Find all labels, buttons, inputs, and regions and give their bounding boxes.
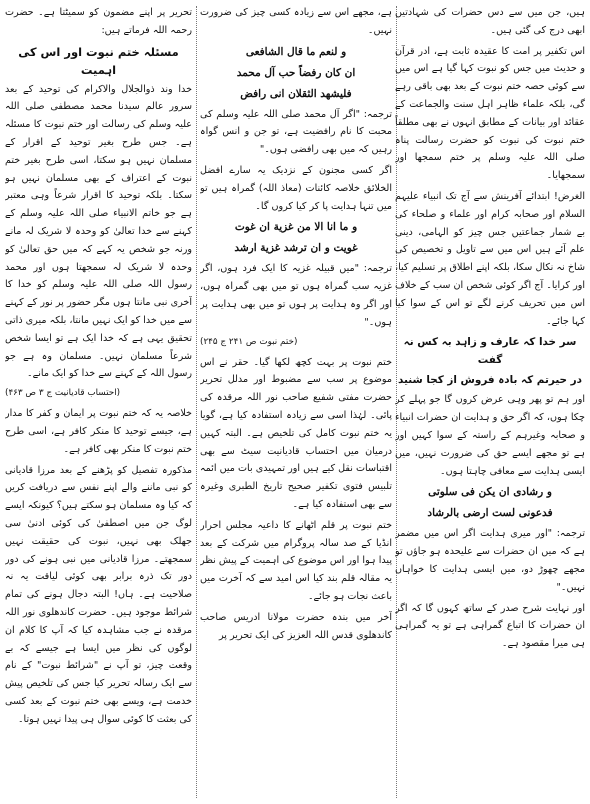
paragraph: ہیں، جن میں سے دس حضرات کی شہادتیں ابھی درج کی گئی ہیں۔ (395, 7, 585, 36)
middle-column (200, 4, 392, 800)
paragraph: ہے، مجھے اس سے زیادہ کسی چیز کی ضرورت نہیں۔ (200, 7, 392, 36)
right-column (395, 4, 585, 800)
citation (200, 335, 392, 350)
paragraph: الغرض! ابتدائے آفرینش سے آج تک انبیاء علیہم السلام اور صحابہ کرام اور علماء و صلحاء کی بے شمار جماعتیں جس چیز کو الہامی، دینی علم آئے ہیں اس میں سے تاویل و تخصیص کی شاخ نہ نکال سکا، بلکہ اپنے اطلاق پر تسلیم کیا، اور کرایا۔ آج اگر کوئی شخص ان سب کے خلاف اس میں تحریف کرنے لگے تو اس کے سوا کیا کہا جائے۔ (395, 190, 585, 327)
arabic-verse-line: غویت و ان ترشد غزیة ارشد (234, 242, 358, 255)
paragraph: اس تکفیر پر امت کا عقیدہ ثابت ہے، ادر قرآن و حدیث میں جس کو نبوت کہا گیا ہے اس میں سے کوئی حصہ ختم نبوت کے بعد بھی باقی رہے گی، بلکہ علماء ظاہر اہل سنت والجماعت کے عقائد اور بیانات کے مطابق انہوں نے بھی مطلقاً ختم نبوت کی نبوت کو حضرت رسالت پناہ صلی اللہ علیہ وسلم پر ختم سمجھا اور سمجھایا۔ (395, 45, 585, 182)
paragraph: اور نہایت شرح صدر کے ساتھ کہوں گا کہ اگر ان حضرات کا اتباع گمراہی ہے تو یہ گمراہی ہی میرا مقصود ہے۔ (395, 602, 585, 650)
arabic-verse-line: و ما انا الا من غزیة ان غوت (234, 221, 358, 234)
left-column (5, 4, 192, 800)
citation-text: (احتساب قادیانیت ج ۳ ص ۴۶۳) (5, 388, 121, 399)
paragraph: اگر کسی مجنون کے نزدیک یہ سارے افضل الخلائق خلاصہ کائنات (معاذ اللہ) گمراہ ہیں تو میں تنہا ہدایت پا کر کیا کروں گا۔ (200, 164, 392, 212)
arabic-verse-line: و رشادی ان یکن فی سلوتی (428, 486, 552, 499)
paragraph: خدا وند ذوالجلال والاکرام کی توحید کے بعد سرور عالم سیدنا محمد مصطفی صلی اللہ علیہ وسلم کی رسالت اور ختم نبوت کا مسئلہ ہے۔ جس طرح بغیر توحید کے اقرار کے مسلمان نہیں ہو سکتا، اسی طرح بغیر ختم نبوت کے اعتراف کے بھی مسلمان نہیں ہو سکتا۔ بلکہ توحید کا اقرار شرعاً وہی معتبر ہے جو خاتم الانبیاء صلی اللہ علیہ وسلم کے کہنے سے خدا تعالیٰ کو وحدہ لا شریک لہ مانے ورنہ جو شخص یہ کہے کہ میں حق تعالیٰ کو وحدہ لا شریک لہ سمجھتا ہوں اور محمد رسول اللہ صلی اللہ علیہ وسلم کو خدا کا آخری نبی مانتا ہوں مگر حضور پر نور کے کہنے سے میں خدا کو ایک نہیں مانتا، بلکہ میری ذاتی تحقیق یہی ہے کہ خدا ایک ہے تو ایسا شخص شرعاً مسلمان نہیں۔ مسلمان وہ ہے جو رسول اللہ کے کہنے سے خدا کو ایک مانے۔ (5, 83, 192, 380)
arabic-verse-line: ان کان رفضاً حب آل محمد (236, 66, 356, 79)
persian-verse-line: در حیرتم کہ بادہ فروش از کجا شنید (398, 374, 582, 387)
paragraph: آخر میں بندہ حضرت مولانا ادریس صاحب کاندھلوی قدس اللہ العزیز کی ایک تحریر پر (200, 611, 392, 641)
translation-paragraph: ترجمہ: "میں قبیلہ غزیہ کا ایک فرد ہوں، اگر غزیہ سب گمراہ ہوں تو میں بھی گمراہ ہوں، اور اگر وہ ہدایت پر ہوں تو میں بھی ہدایت پر ہوں۔" (200, 263, 392, 328)
arabic-verse-line: فلیشهد الثقلان انی رافض (240, 87, 352, 100)
column-divider (196, 6, 197, 798)
citation-text: (ختم نبوت ص ۲۴۱ ج ۲۴۵) (200, 336, 298, 347)
translation-paragraph: ترجمہ: "اور میری ہدایت اگر اس میں مضمر ہے کہ میں ان حضرات سے علیحدہ ہو جاؤں تو مجھے چھوڑ دو، میں ایسی ہدایت کا خواہاں نہیں۔" (395, 528, 585, 593)
paragraph: ختم نبوت پر بہت کچھ لکھا گیا۔ حقر نے اس موضوع پر سب سے مضبوط اور مدلل تحریر حضرت مفتی شفیع صاحب نور اللہ مرقدہ کی پائی۔ لہٰذا اسی سے زیادہ استفادہ کیا ہے، گویا یہ ختم نبوت کامل کی تلخیص ہے۔ البتہ کہیں درمیان میں احتساب قادیانیت سیٹ سے بھی اقتباسات نقل کیے ہیں اور تمہیدی بات میں ائمہ تلبیس فتوی تکفیر صحیح تاریخ الطبری وغیرہ سے بھی استفادہ کیا ہے۔ (200, 356, 392, 510)
arabic-verse-line: فدعونی لست ارضی بالرشاد (427, 507, 553, 520)
paragraph: تحریر پر اپنے مضمون کو سمیٹتا ہے۔ حضرت رحمہ اللہ فرماتے ہیں: (5, 7, 192, 36)
arabic-quote-intro: و لنعم ما قال الشافعی (245, 45, 347, 58)
paragraph: خلاصہ یہ کہ ختم نبوت پر ایمان و کفر کا مدار ہے، جیسے توحید کا منکر کافر ہے، اسی طرح ختم نبوت کا منکر بھی کافر ہے۔ (5, 408, 192, 455)
section-heading: مسئلہ ختم نبوت اور اس کی اہمیت (18, 44, 179, 77)
persian-verse-line: سر خدا کہ عارف و زاہد بہ کس نہ گفت (403, 336, 577, 367)
paragraph: اور ہم تو پھر وہی عرض کروں گا جو پہلے کر چکا ہوں، کہ اگر حق و ہدایت ان حضرات انبیاء و صحابہ وغیرہم کے راستہ کے سوا کہیں اور ہے تو مجھے ایسے حق کی ضرورت نہیں، میں ایسی ہدایت سے معافی چاہتا ہوں۔ (395, 394, 585, 477)
paragraph: ختم نبوت پر قلم اٹھانے کا داعیہ مجلس احرار انڈیا کے صد سالہ پروگرام میں شرکت کے بعد پیدا ہوا اور اس موضوع کی اہمیت کے پیش نظر یہ مقالہ قلم بند کیا اس امید سے کہ آخرت میں باعث نجات ہو جائے۔ (200, 519, 392, 602)
translation-paragraph: ترجمہ: "اگر آل محمد صلی اللہ علیہ وسلم کی محبت کا نام رافضیت ہے، تو جن و انس گواہ رہیں کہ میں بھی رافضی ہوں۔" (200, 108, 392, 156)
paragraph: مذکورہ تفصیل کو پڑھنے کے بعد مرزا قادیانی کو نبی ماننے والے اپنے نفس سے دریافت کریں کہ کیا وہ مسلمان ہو سکتے ہیں؟ کیونکہ ایسے لوگ جن میں اصطفیٰ کی کوئی ادنیٰ سی جھلک بھی نہیں، نبوت کی حقیقت نہیں سمجھتے۔ مرزا قادیانی میں نبی ہونے کی دور دور تک ذرہ برابر بھی کوئی لیاقت یہ نہ صلاحیت ہے۔ ہاں! البتہ دجال ہونے کی تمام شرائط موجود ہیں۔ حضرت کاندھلوی نور اللہ مرقدہ نے جب مشاہدہ کیا کہ آپ کا کلام ان لوگوں کی نظر میں ایسا ہے جیسے کہ بے وقعت چیز، تو آپ نے "شرائط نبوت" کے نام سے ایک رسالہ تحریر کیا جس کی تلخیص پیش خدمت ہے، ویسے بھی ختم نبوت کے بعد کسی کی بعثت کا کوئی سوال ہی پیدا نہیں ہوتا۔ (5, 464, 192, 725)
citation (5, 386, 192, 401)
